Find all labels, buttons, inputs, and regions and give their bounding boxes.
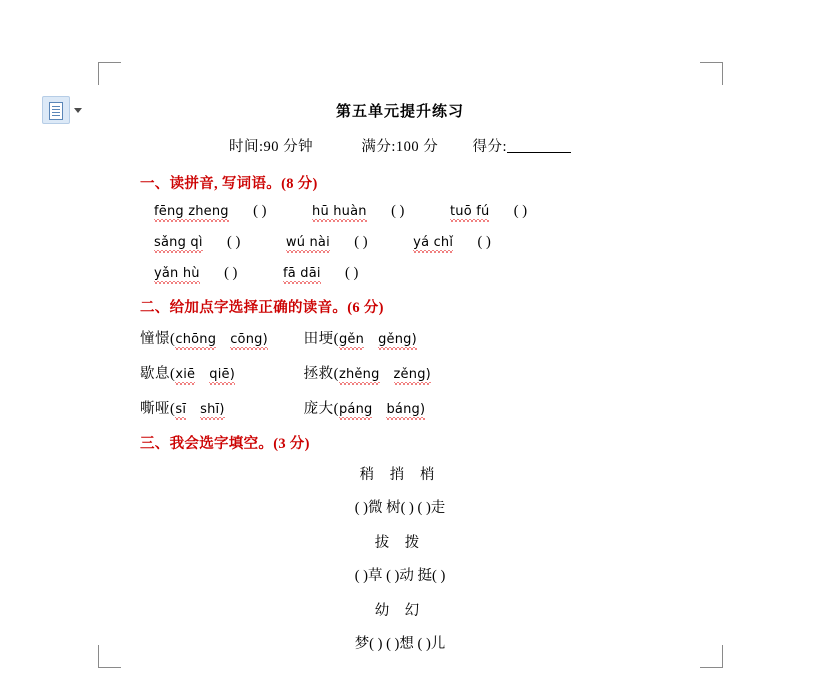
document-content — [140, 100, 660, 667]
choice-left — [140, 327, 300, 348]
pronunciation-row — [140, 397, 660, 418]
pronunciation-row — [140, 362, 660, 383]
chevron-down-icon[interactable] — [74, 108, 82, 113]
word-text: 田埂( — [303, 331, 339, 347]
section-3-title: 三、我会选字填空。 — [140, 436, 274, 452]
answer-blank[interactable]: ( ) — [391, 203, 405, 219]
crop-mark-bottom-left — [98, 645, 121, 668]
pinyin-row — [140, 265, 660, 282]
pinyin-option[interactable]: gěn — [338, 332, 365, 347]
section-3-points: (3 分) — [273, 436, 310, 452]
word-text: 嘶哑( — [140, 401, 176, 417]
choice-left — [140, 362, 300, 383]
choice-left — [140, 397, 300, 418]
pinyin-option[interactable]: cōng) — [230, 332, 268, 347]
pinyin-text: yǎn hù — [154, 266, 200, 281]
crop-mark-top-right — [700, 62, 723, 85]
section-1-points: (8 分) — [281, 176, 318, 192]
pinyin-text: fēng zheng — [154, 204, 229, 219]
answer-blank[interactable]: ( ) — [513, 203, 528, 219]
answer-blank[interactable]: ( ) — [345, 265, 359, 281]
exam-total: 满分:100 分 — [361, 139, 439, 155]
answer-blank[interactable]: ( ) — [354, 234, 368, 250]
answer-blank[interactable]: ( ) — [253, 203, 267, 219]
pinyin-option[interactable]: zěng) — [393, 367, 431, 382]
section-heading-1 — [140, 172, 660, 193]
crop-mark-top-left — [98, 62, 121, 85]
pinyin-row — [140, 203, 660, 220]
pinyin-option[interactable]: báng) — [386, 402, 426, 417]
pinyin-option[interactable]: gěng) — [378, 332, 417, 347]
word-text: 歇息( — [140, 366, 176, 382]
char-group-line[interactable]: ( )微 树( ) ( )走 — [354, 500, 446, 516]
exam-meta — [140, 135, 660, 156]
pinyin-text: tuō fú — [449, 204, 490, 219]
char-group-chars: 稍 捎 梢 — [359, 467, 441, 483]
page-title: 第五单元提升练习 — [335, 104, 464, 120]
char-group-line[interactable]: 梦( ) ( )想 ( )儿 — [354, 636, 446, 652]
pronunciation-row — [140, 327, 660, 348]
word-text: 庞大( — [303, 401, 339, 417]
answer-blank[interactable]: ( ) — [477, 234, 491, 250]
section-heading-2 — [140, 296, 660, 317]
section-2-points: (6 分) — [347, 300, 384, 316]
pinyin-option[interactable]: qiē) — [209, 367, 235, 382]
section-1-title: 一、读拼音, 写词语。 — [140, 176, 282, 192]
document-widget[interactable] — [42, 96, 82, 124]
pinyin-option[interactable]: sī — [175, 402, 187, 417]
word-text: 拯救( — [303, 366, 339, 382]
document-icon-lines — [49, 102, 63, 120]
crop-mark-bottom-right — [700, 645, 723, 668]
answer-blank[interactable]: ( ) — [224, 265, 238, 281]
pinyin-option[interactable]: páng — [338, 402, 373, 417]
pinyin-option[interactable]: zhěng — [338, 367, 380, 382]
pinyin-text: hū huàn — [312, 204, 367, 219]
section-heading-3 — [140, 432, 660, 453]
char-group-line[interactable]: ( )草 ( )动 挺( ) — [354, 568, 446, 584]
document-icon[interactable] — [42, 96, 70, 124]
pinyin-text: wú nài — [285, 235, 330, 250]
pinyin-text: fā dāi — [282, 266, 321, 281]
char-group-chars: 幼 幻 — [374, 603, 426, 619]
pinyin-text: yá chǐ — [413, 235, 454, 250]
pinyin-option[interactable]: shī) — [200, 402, 225, 417]
score-blank — [507, 152, 571, 153]
word-text: 憧憬( — [140, 331, 176, 347]
exam-time: 时间:90 分钟 — [228, 139, 314, 155]
pinyin-option[interactable]: chōng — [175, 332, 217, 347]
pinyin-row — [140, 234, 660, 251]
section-2-title: 二、给加点字选择正确的读音。 — [140, 300, 348, 316]
answer-blank[interactable]: ( ) — [226, 234, 241, 250]
char-group-chars: 拔 拨 — [374, 535, 426, 551]
pinyin-option[interactable]: xiē — [175, 367, 196, 382]
exam-score-label: 得分: — [472, 139, 508, 155]
pinyin-text: sǎng qì — [154, 235, 203, 250]
